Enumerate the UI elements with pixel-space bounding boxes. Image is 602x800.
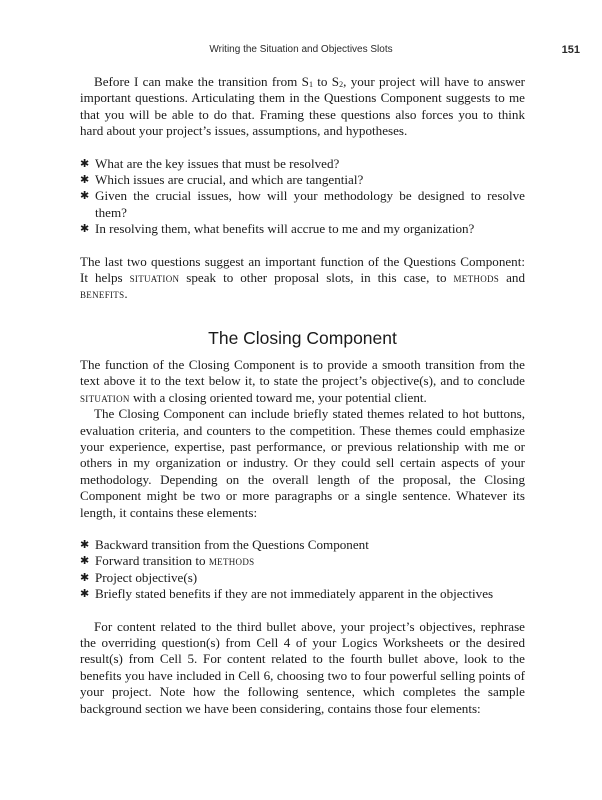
paragraph-transition-questions: Before I can make the transition from $S_1$ to $S_2$, your project will have to answer important questions. Articulating them in the Questions Component suggests to me that you will be able to do that. Framing these questions also forces you to think hard about your project’s issues, assumptions, and hypotheses. — [80, 74, 526, 139]
page-number: 151 — [561, 44, 580, 56]
paragraph-questions-function: The last two questions suggest an important function of the Questions Component: It helps situation speak to other proposal slots, in this case, to methods and benefits. — [80, 253, 525, 302]
paragraph-closing-function: The function of the Closing Component is to provide a smooth transition from the text above it to the text below it, to state the project’s objective(s), and to conclude situation with a closing oriented toward me, your potential client. — [80, 356, 525, 405]
list-item: ✱ What are the key issues that must be resolved? — [80, 155, 340, 171]
list-item: ✱ Which issues are crucial, and which are tangential? — [80, 172, 364, 188]
paragraph-objectives-content: For content related to the third bullet above, your project’s objectives, rephrase the overriding question(s) from Cell 4 of your Logics Worksheets or the desired result(s) from Cell 5. For content related to the fourth bullet above, look to the benefits you have included in Cell 6, choosing two to four powerful selling points of your project. Note how the following sentence, which completes the sample background section we have been considering, contains those four elements: — [80, 618, 525, 716]
list-item: ✱ Project objective(s) — [80, 569, 198, 585]
list-item: ✱ In resolving them, what benefits will accrue to me and my organization? — [80, 221, 475, 237]
page-body — [80, 74, 525, 717]
asterisk-bullet-icon: ✱ — [80, 223, 90, 236]
elements-list — [80, 537, 525, 603]
running-head — [0, 44, 602, 58]
asterisk-bullet-icon: ✱ — [80, 538, 90, 551]
asterisk-bullet-icon: ✱ — [80, 174, 90, 187]
questions-list — [80, 156, 525, 238]
asterisk-bullet-icon: ✱ — [80, 588, 90, 601]
list-item: ✱ Forward transition to methods — [80, 553, 255, 569]
running-head-title: Writing the Situation and Objectives Slots — [209, 44, 393, 55]
asterisk-bullet-icon: ✱ — [80, 555, 90, 568]
list-item: ✱ Given the crucial issues, how will your methodology be designed to resolve them? — [80, 188, 525, 220]
asterisk-bullet-icon: ✱ — [80, 157, 90, 170]
list-item: ✱ Briefly stated benefits if they are not immediately apparent in the objectives — [80, 586, 494, 602]
list-item: ✱ Backward transition from the Questions Component — [80, 536, 369, 552]
section-heading: The Closing Component — [208, 327, 397, 348]
paragraph-closing-themes: The Closing Component can include briefly stated themes related to hot buttons, evaluation criteria, and counters to the competition. These themes could emphasize your experience, expertise, past performance, or previous relationship with me or others in my organization or industry. Or they could sell certain aspects of your methodology. Depending on the overall length of the proposal, the Closing Component might be two or more paragraphs or a single sentence. Whatever its length, it contains these elements: — [80, 406, 525, 520]
asterisk-bullet-icon: ✱ — [80, 571, 90, 584]
asterisk-bullet-icon: ✱ — [80, 190, 90, 203]
